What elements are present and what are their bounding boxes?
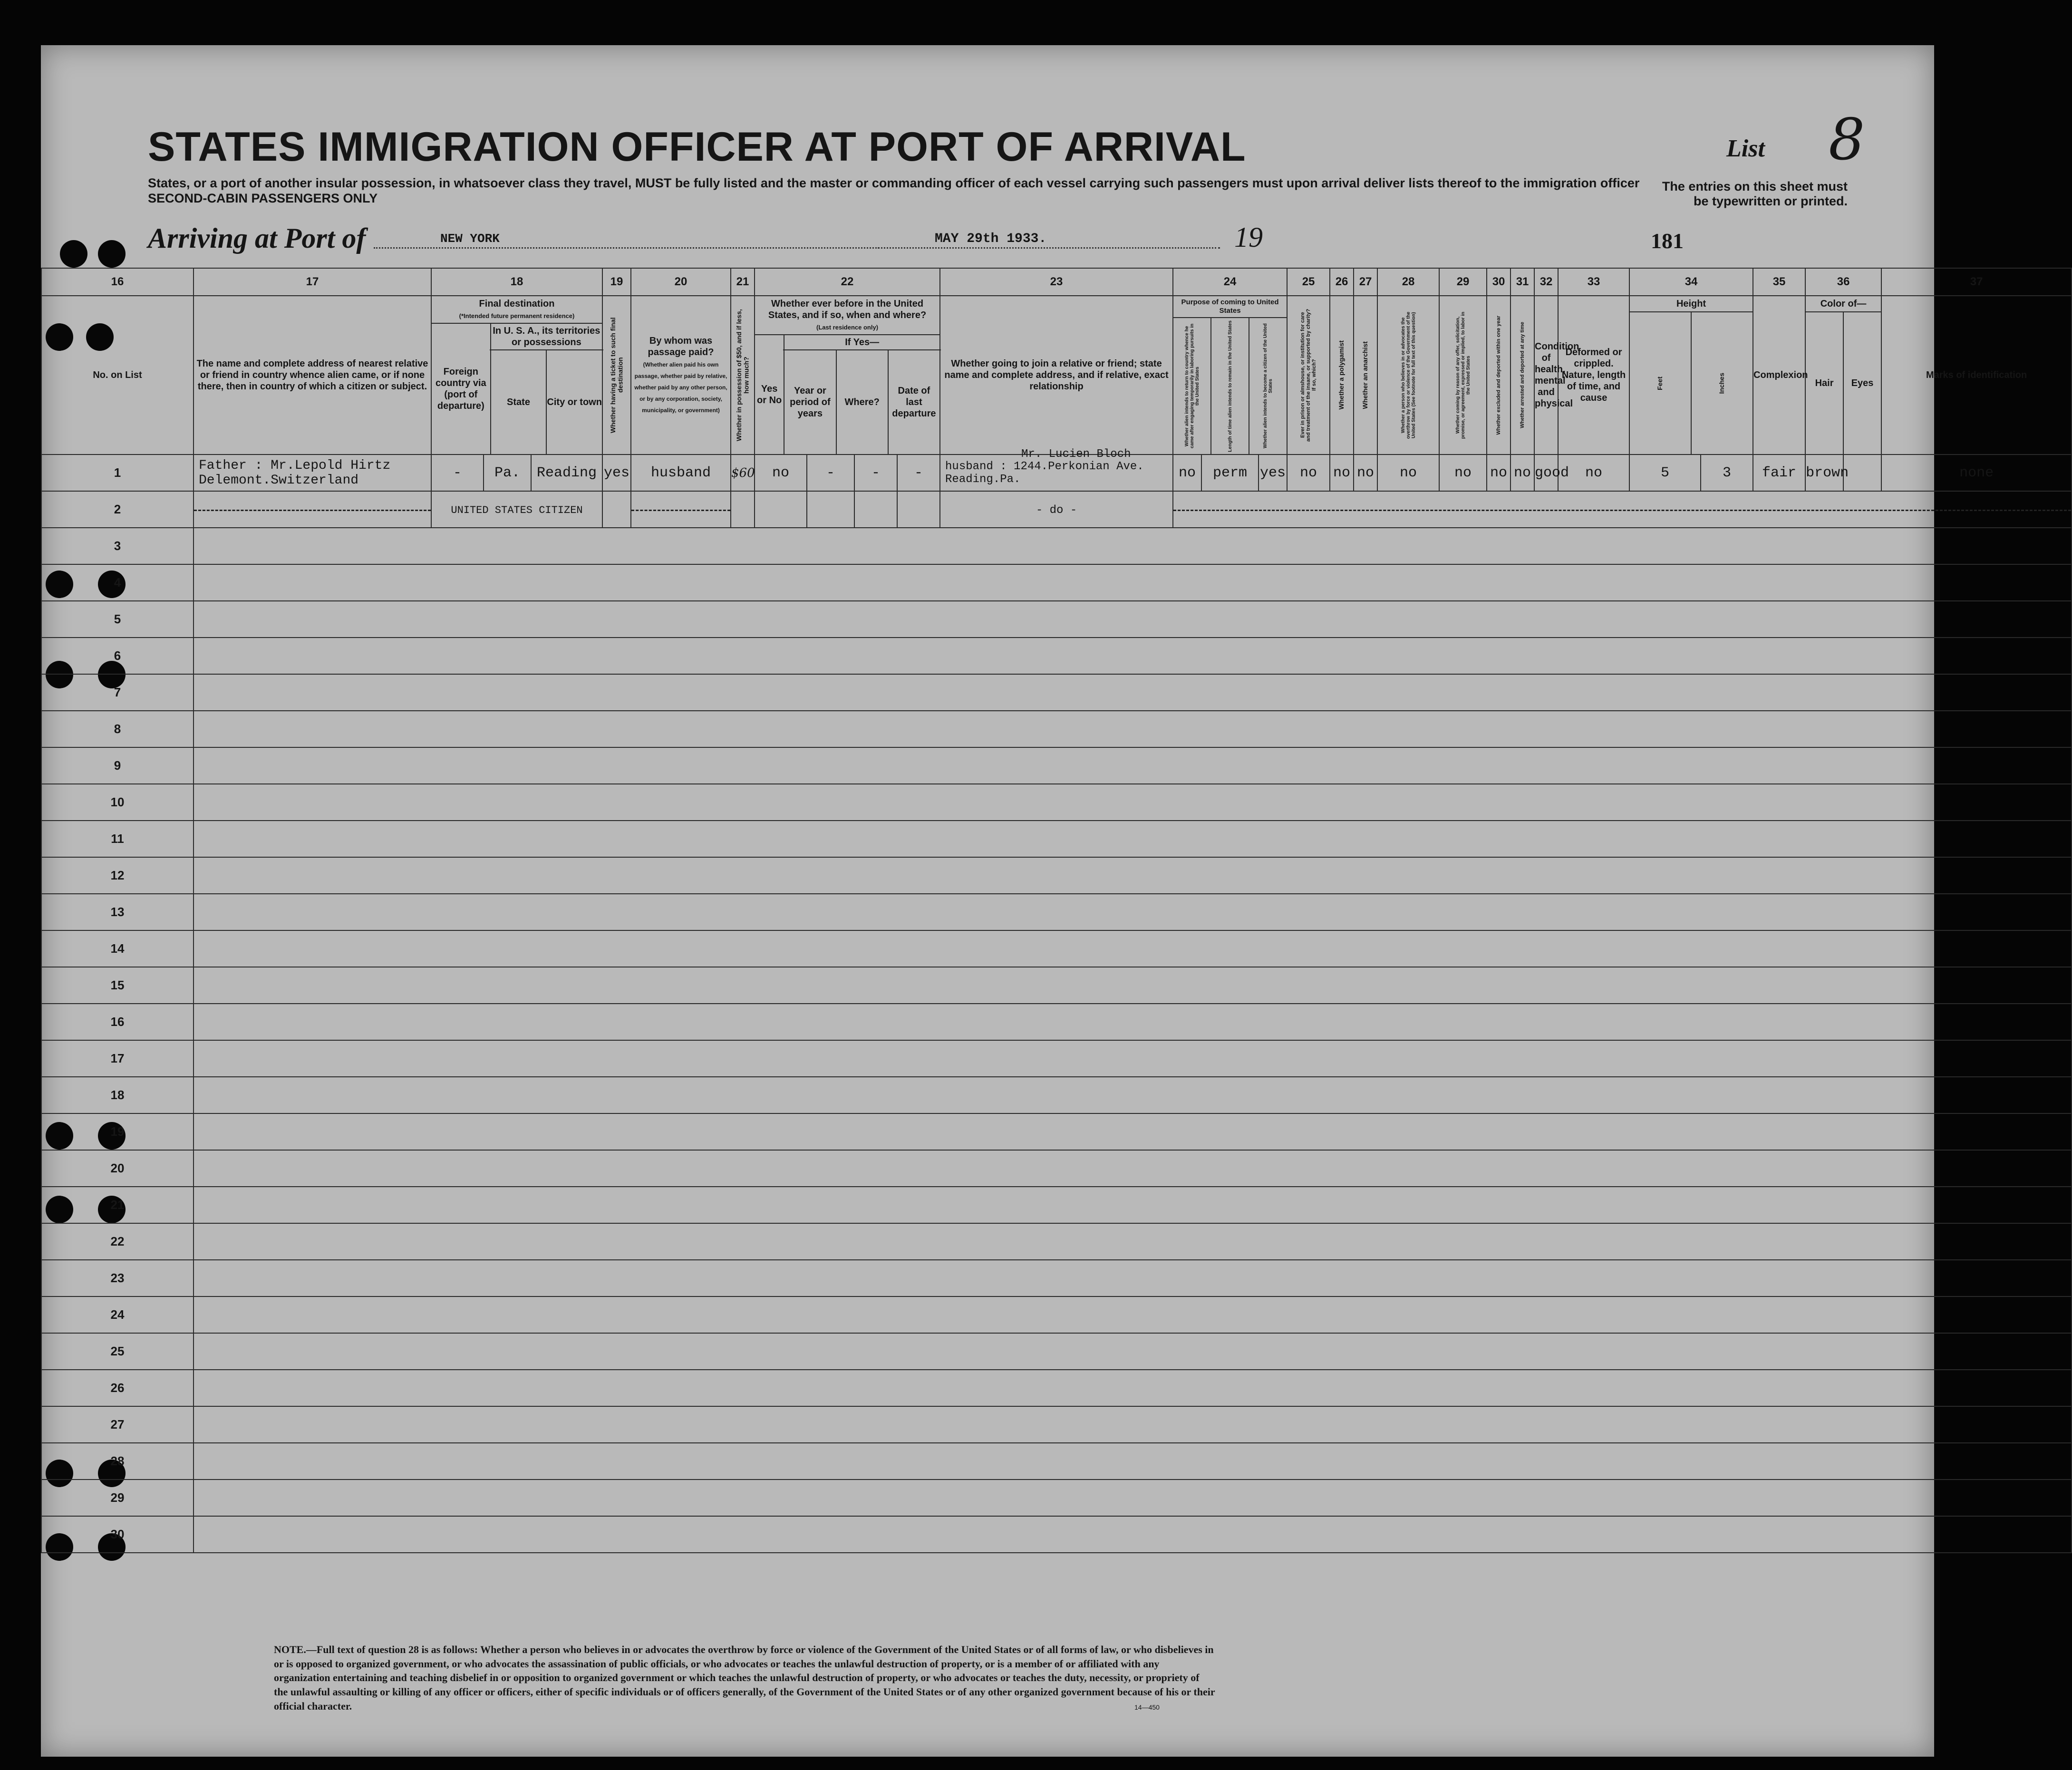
table-row bbox=[41, 1260, 2072, 1296]
col-24-b-text: Length of time alien intends to remain in the United States bbox=[1227, 320, 1233, 452]
sheet-number: 181 bbox=[1651, 229, 1684, 253]
table-row bbox=[41, 1406, 2072, 1443]
empty-row-cell bbox=[194, 711, 2072, 747]
col-25-number: 25 bbox=[1287, 268, 1330, 296]
empty-row-cell bbox=[194, 1077, 2072, 1113]
col-34-feet-text: Feet bbox=[1656, 376, 1664, 390]
health-condition: good bbox=[1534, 455, 1558, 491]
col-19-text: Whether having a ticket to such final destination bbox=[609, 317, 624, 433]
empty-row-cell bbox=[194, 1004, 2072, 1040]
empty-row-cell bbox=[194, 967, 2072, 1004]
table-row bbox=[41, 857, 2072, 894]
col-28-text: Whether a person who believes in or advocates the overthrow by force or violence of the Government of the United States (See footnote for full text of this question) bbox=[1400, 311, 1416, 439]
before-where bbox=[854, 491, 897, 528]
col-28-number: 28 bbox=[1377, 268, 1439, 296]
row-number: 17 bbox=[41, 1040, 194, 1077]
col-29-number: 29 bbox=[1439, 268, 1487, 296]
complexion: fair bbox=[1753, 455, 1805, 491]
col-30-text: Whether excluded and deported within one year bbox=[1496, 315, 1501, 435]
col-24-c-text: Whether alien intends to become a citizen of the United States bbox=[1263, 323, 1274, 449]
join-line-1: Mr. Lucien Bloch bbox=[1021, 448, 1131, 461]
ditto-dash bbox=[1173, 510, 2071, 511]
binding-hole bbox=[60, 240, 87, 268]
col-18-subcolumns bbox=[432, 324, 602, 454]
col-34-subgrid bbox=[1630, 296, 1752, 454]
col-34-feet bbox=[1630, 312, 1692, 454]
ticket: yes bbox=[602, 455, 631, 491]
money-amount bbox=[731, 491, 755, 528]
arrival-date: MAY 29th 1933. bbox=[935, 232, 1047, 246]
table-row bbox=[41, 1296, 2072, 1333]
col-34-inches-text: Inches bbox=[1718, 372, 1726, 394]
excluded-deported: no bbox=[1487, 455, 1510, 491]
col-24-a bbox=[1173, 318, 1211, 454]
relative-line-2: Delemont.Switzerland bbox=[199, 473, 359, 488]
col-18-foreign: Foreign country via (port of departure) bbox=[432, 324, 491, 454]
table-row bbox=[41, 1333, 2072, 1370]
empty-row-cell bbox=[194, 1370, 2072, 1406]
table-row bbox=[41, 1443, 2072, 1480]
row-number: 14 bbox=[41, 930, 194, 967]
destination-city: Reading bbox=[531, 455, 602, 491]
col-20-note: (Whether alien paid his own passage, whether paid by relative, whether paid by any other person, or by any corporation, society, municipality, or government) bbox=[634, 361, 727, 414]
col-27-text: Whether an anarchist bbox=[1361, 341, 1369, 409]
empty-row-cell bbox=[194, 1296, 2072, 1333]
col-18-note: (*Intended future permanent residence) bbox=[459, 312, 575, 319]
table-row bbox=[41, 1077, 2072, 1113]
col-30-header bbox=[1487, 296, 1510, 455]
col-22-number: 22 bbox=[755, 268, 940, 296]
col-36-hair: Hair bbox=[1806, 312, 1844, 454]
before-in-us bbox=[755, 491, 807, 528]
col-34-number: 34 bbox=[1629, 268, 1753, 296]
row-number: 29 bbox=[41, 1480, 194, 1516]
col-31-header bbox=[1510, 296, 1534, 455]
destination-state: Pa. bbox=[484, 455, 531, 491]
col-29-header bbox=[1439, 296, 1487, 455]
col-31-text: Whether arrested and deported at any time bbox=[1520, 322, 1525, 428]
row-number: 26 bbox=[41, 1370, 194, 1406]
join-line-2: husband : 1244.Perkonian Ave. bbox=[945, 460, 1144, 474]
list-number: 8 bbox=[1829, 107, 1865, 173]
col-18-usa-label: In U. S. A., its territories or possessions bbox=[490, 324, 603, 350]
col-36-title: Color of— bbox=[1806, 296, 1881, 312]
row-number: 20 bbox=[41, 1150, 194, 1187]
height-inches: 3 bbox=[1701, 455, 1753, 491]
col-31-number: 31 bbox=[1510, 268, 1534, 296]
foreign-country: - bbox=[431, 455, 484, 491]
row-number: 24 bbox=[41, 1296, 194, 1333]
empty-row-cell bbox=[194, 857, 2072, 894]
col-24-subgrid bbox=[1173, 296, 1287, 454]
list-label: List bbox=[1726, 135, 1765, 162]
col-32-header: Condition of health, mental and physical bbox=[1534, 296, 1558, 455]
list-note-text: The entries on this sheet must be typewritten or printed. bbox=[1662, 179, 1848, 209]
col-27-number: 27 bbox=[1354, 268, 1377, 296]
row-number: 10 bbox=[41, 784, 194, 821]
row-number: 2 bbox=[41, 491, 194, 528]
table-row bbox=[41, 1223, 2072, 1260]
hair-color: brown bbox=[1805, 455, 1843, 491]
empty-row-cell bbox=[194, 747, 2072, 784]
relative-address bbox=[194, 455, 431, 491]
arrival-port: NEW YORK bbox=[440, 232, 500, 246]
empty-row-cell bbox=[194, 1187, 2072, 1223]
col-36-header bbox=[1805, 296, 1881, 455]
col-22-title bbox=[755, 296, 939, 335]
table-row bbox=[41, 1040, 2072, 1077]
empty-row-cell bbox=[194, 1480, 2072, 1516]
form-class-note: SECOND-CABIN PASSENGERS ONLY bbox=[148, 191, 378, 205]
col-26-header bbox=[1330, 296, 1354, 455]
table-row bbox=[41, 491, 2072, 528]
before-date bbox=[897, 491, 940, 528]
col-22-subgrid bbox=[755, 296, 939, 454]
row-number: 6 bbox=[41, 638, 194, 674]
row-number: 30 bbox=[41, 1516, 194, 1553]
form-title: STATES IMMIGRATION OFFICER AT PORT OF ARRIVAL bbox=[148, 124, 1246, 170]
col-17-header: The name and complete address of nearest relative or friend in country whence alien came, or if none there, then in country of which a citizen or subject. bbox=[194, 296, 431, 455]
row-number: 19 bbox=[41, 1113, 194, 1150]
row-number: 4 bbox=[41, 564, 194, 601]
table-row bbox=[41, 1516, 2072, 1553]
relative-line-1: Father : Mr.Lepold Hirtz bbox=[199, 458, 391, 473]
col-24-header bbox=[1173, 296, 1287, 455]
col-22-ifyes-split bbox=[784, 350, 939, 454]
joining-relative bbox=[940, 448, 1173, 491]
empty-row-cell bbox=[194, 1516, 2072, 1553]
manifest-table-wrap bbox=[41, 268, 2027, 1553]
col-21-text: Whether in possession of $50, and if less, how much? bbox=[735, 309, 750, 441]
col-24-c bbox=[1249, 318, 1287, 454]
manifest-sheet bbox=[41, 45, 2027, 1757]
empty-row-cell bbox=[194, 1443, 2072, 1480]
empty-row-cell bbox=[194, 564, 2072, 601]
overthrow-question: no bbox=[1377, 455, 1439, 491]
empty-row-cell bbox=[194, 674, 2072, 711]
table-row bbox=[41, 528, 2072, 564]
form-code: 14—450 bbox=[1134, 1703, 1160, 1711]
col-37-header: Marks of identification bbox=[1881, 296, 2072, 455]
col-36-eyes: Eyes bbox=[1851, 378, 1874, 388]
date-underline bbox=[878, 247, 1220, 249]
table-row bbox=[41, 967, 2072, 1004]
row-number: 16 bbox=[41, 1004, 194, 1040]
col-28-header bbox=[1377, 296, 1439, 455]
table-row bbox=[41, 1480, 2072, 1516]
col-30-number: 30 bbox=[1487, 268, 1510, 296]
before-period: - bbox=[807, 455, 854, 491]
col-29-text: Whether coming by reason of any offer, solicitation, promise, or agreement, expressed or implied, to labor in the United States bbox=[1455, 311, 1471, 439]
table-row bbox=[41, 674, 2072, 711]
table-row bbox=[41, 455, 2072, 491]
purpose-citizen: yes bbox=[1259, 455, 1287, 491]
col-35-header: Complexion bbox=[1753, 296, 1805, 455]
col-22-yesno: Yes or No bbox=[755, 335, 784, 454]
table-row bbox=[41, 564, 2072, 601]
arrested-deported: no bbox=[1510, 455, 1534, 491]
col-22-title-text: Whether ever before in the United States, and if so, when and where? bbox=[768, 299, 927, 320]
col-22-note: (Last residence only) bbox=[816, 324, 879, 331]
col-18-header bbox=[431, 296, 602, 455]
col-18-state: State bbox=[491, 350, 547, 454]
purpose-length: perm bbox=[1201, 455, 1259, 491]
col-20-title: By whom was passage paid? bbox=[648, 336, 714, 358]
col-18-subgrid bbox=[432, 296, 602, 454]
table-row bbox=[41, 711, 2072, 747]
footnote: NOTE.—Full text of question 28 is as follows: Whether a person who believes in or advocates the overthrow by force or violence of the Government of the United States or of all forms of law, or who disbelieves in or is opposed to organized government, or who advocates the assassination of public officials, or who advocates or teaches the unlawful destruction of property, or is a member of or affiliated with any organization entertaining and teaching disbelief in or opposition to organized government or which teaches the unlawful destruction of property, or who advocates or teaches the duty, necessity, or propriety of the unlawful assaulting or killing of any officer or officers, either of specific individuals or of officers generally, of the Government of the United States or of any other organized government because of his or their official character. bbox=[274, 1644, 1215, 1712]
eye-color bbox=[1843, 455, 1881, 491]
empty-row-cell bbox=[194, 1113, 2072, 1150]
row-number: 5 bbox=[41, 601, 194, 638]
join-line-3: Reading.Pa. bbox=[945, 473, 1021, 486]
row-number: 15 bbox=[41, 967, 194, 1004]
col-34-subcolumns bbox=[1630, 312, 1752, 454]
before-where: - bbox=[854, 455, 897, 491]
col-20-number: 20 bbox=[631, 268, 731, 296]
column-number-row bbox=[41, 268, 2072, 296]
table-row bbox=[41, 638, 2072, 674]
row-number: 25 bbox=[41, 1333, 194, 1370]
col-25-header bbox=[1287, 296, 1330, 455]
col-23-number: 23 bbox=[940, 268, 1173, 296]
col-24-b bbox=[1211, 318, 1249, 454]
row-number: 9 bbox=[41, 747, 194, 784]
column-header-row bbox=[41, 296, 2072, 455]
row-number: 7 bbox=[41, 674, 194, 711]
deformed: no bbox=[1558, 455, 1629, 491]
polygamist: no bbox=[1330, 455, 1354, 491]
before-in-us: no bbox=[755, 455, 807, 491]
empty-row-cell bbox=[194, 1406, 2072, 1443]
row-number: 12 bbox=[41, 857, 194, 894]
row-number: 13 bbox=[41, 894, 194, 930]
table-row bbox=[41, 1004, 2072, 1040]
col-24-a-text: Whether alien intends to return to country whence he came after engaging temporarily in laboring pursuits in the United States bbox=[1184, 323, 1200, 449]
empty-row-cell bbox=[194, 1260, 2072, 1296]
citizen-note: UNITED STATES CITIZEN bbox=[451, 504, 583, 516]
col-22-ifyes bbox=[784, 335, 939, 454]
empty-row-cell bbox=[194, 1223, 2072, 1260]
empty-row-cell bbox=[194, 601, 2072, 638]
col-24-number: 24 bbox=[1173, 268, 1287, 296]
col-35-number: 35 bbox=[1753, 268, 1805, 296]
col-22-period: Year or period of years bbox=[784, 350, 836, 454]
col-33-number: 33 bbox=[1558, 268, 1629, 296]
row-number: 28 bbox=[41, 1443, 194, 1480]
passage-paid-by bbox=[631, 491, 731, 528]
col-18-title-text: Final destination bbox=[479, 299, 555, 309]
col-18-usa bbox=[491, 324, 602, 454]
col-33-header: Deformed or crippled. Nature, length of time, and cause bbox=[1558, 296, 1629, 455]
col-18-city: City or town bbox=[547, 397, 602, 407]
col-34-title: Height bbox=[1630, 296, 1752, 312]
table-row bbox=[41, 821, 2072, 857]
table-row bbox=[41, 784, 2072, 821]
row-number: 3 bbox=[41, 528, 194, 564]
col-22-where: Where? bbox=[837, 350, 889, 454]
table-row bbox=[41, 894, 2072, 930]
empty-row-cell bbox=[194, 821, 2072, 857]
empty-row-cell bbox=[194, 528, 2072, 564]
row-number: 27 bbox=[41, 1406, 194, 1443]
table-row bbox=[41, 1187, 2072, 1223]
passage-paid-by: husband bbox=[631, 455, 731, 491]
col-36-subcolumns bbox=[1806, 312, 1881, 454]
arriving-label: Arriving at Port of bbox=[148, 222, 366, 254]
col-34-header bbox=[1629, 296, 1753, 455]
before-period bbox=[807, 491, 854, 528]
ditto-line-cell bbox=[1173, 491, 2072, 528]
col-36-subgrid bbox=[1806, 296, 1881, 454]
col-16-number: 16 bbox=[41, 268, 194, 296]
labor-offer: no bbox=[1439, 455, 1487, 491]
joining-relative-text bbox=[945, 448, 1144, 486]
table-row bbox=[41, 1113, 2072, 1150]
binding-hole bbox=[98, 240, 126, 268]
empty-row-cell bbox=[194, 784, 2072, 821]
col-24-subcolumns bbox=[1173, 318, 1287, 454]
col-22-date: Date of last departure bbox=[892, 386, 936, 419]
col-18-number: 18 bbox=[431, 268, 602, 296]
prison-almshouse: no bbox=[1287, 455, 1330, 491]
table-row bbox=[41, 930, 2072, 967]
table-row bbox=[41, 1370, 2072, 1406]
empty-row-cell bbox=[194, 930, 2072, 967]
identification-marks: none bbox=[1881, 455, 2072, 491]
joining-relative bbox=[940, 491, 1173, 528]
ditto-dash bbox=[194, 510, 431, 511]
col-22-ifyes-label: If Yes— bbox=[783, 335, 941, 350]
col-22-subcolumns bbox=[755, 335, 939, 454]
form-subtitle: States, or a port of another insular possession, in whatsoever class they travel, MUST be fully listed and the master or commanding officer of each vessel carrying such passengers must upon arrival deliver lists thereof to the immigration officer bbox=[148, 176, 1640, 190]
row-number: 22 bbox=[41, 1223, 194, 1260]
col-21-header bbox=[731, 296, 755, 455]
col-26-number: 26 bbox=[1330, 268, 1354, 296]
col-37-number: 37 bbox=[1881, 268, 2072, 296]
col-16-header: No. on List bbox=[41, 296, 194, 455]
height-feet: 5 bbox=[1629, 455, 1701, 491]
anarchist: no bbox=[1354, 455, 1377, 491]
col-25-text: Ever in prison or almshouse, or institution for care and treatment of the insane, or supported by charity? If so, which? bbox=[1299, 309, 1317, 442]
row-number: 23 bbox=[41, 1260, 194, 1296]
col-20-header bbox=[631, 296, 731, 455]
row-number: 11 bbox=[41, 821, 194, 857]
table-row bbox=[41, 1150, 2072, 1187]
table-row bbox=[41, 747, 2072, 784]
col-18-title bbox=[432, 296, 602, 324]
list-note bbox=[1657, 179, 1848, 209]
col-34-inches bbox=[1692, 312, 1752, 454]
citizen-note-cell bbox=[431, 491, 602, 528]
before-date: - bbox=[897, 455, 940, 491]
col-32-number: 32 bbox=[1534, 268, 1558, 296]
empty-row-cell bbox=[194, 638, 2072, 674]
manifest-rows bbox=[41, 448, 2072, 1553]
col-23-header: Whether going to join a relative or friend; state name and complete address, and if relative, exact relationship bbox=[940, 296, 1173, 455]
empty-row-cell bbox=[194, 894, 2072, 930]
col-26-text: Whether a polygamist bbox=[1337, 340, 1346, 410]
col-21-number: 21 bbox=[731, 268, 755, 296]
purpose-return: no bbox=[1173, 455, 1201, 491]
ticket bbox=[602, 491, 631, 528]
manifest-table bbox=[41, 268, 2072, 1553]
relative-address bbox=[194, 491, 431, 528]
col-27-header bbox=[1354, 296, 1377, 455]
row-number: 21 bbox=[41, 1187, 194, 1223]
ditto-dash bbox=[631, 510, 730, 511]
join-ditto: - do - bbox=[1036, 503, 1077, 517]
row-number: 8 bbox=[41, 711, 194, 747]
relative-address-text bbox=[199, 459, 390, 488]
table-row bbox=[41, 601, 2072, 638]
empty-row-cell bbox=[194, 1040, 2072, 1077]
col-22-header bbox=[755, 296, 940, 455]
port-underline bbox=[374, 247, 911, 249]
col-24-title: Purpose of coming to United States bbox=[1173, 296, 1287, 318]
row-number: 18 bbox=[41, 1077, 194, 1113]
row-number: 1 bbox=[41, 455, 194, 491]
col-18-usa-split bbox=[491, 350, 602, 454]
col-19-header bbox=[602, 296, 631, 455]
year-prefix: 19 bbox=[1234, 222, 1263, 253]
col-19-number: 19 bbox=[602, 268, 631, 296]
col-36-number: 36 bbox=[1805, 268, 1881, 296]
empty-row-cell bbox=[194, 1333, 2072, 1370]
empty-row-cell bbox=[194, 1150, 2072, 1187]
money-amount: $60 bbox=[731, 455, 755, 491]
col-17-number: 17 bbox=[194, 268, 431, 296]
